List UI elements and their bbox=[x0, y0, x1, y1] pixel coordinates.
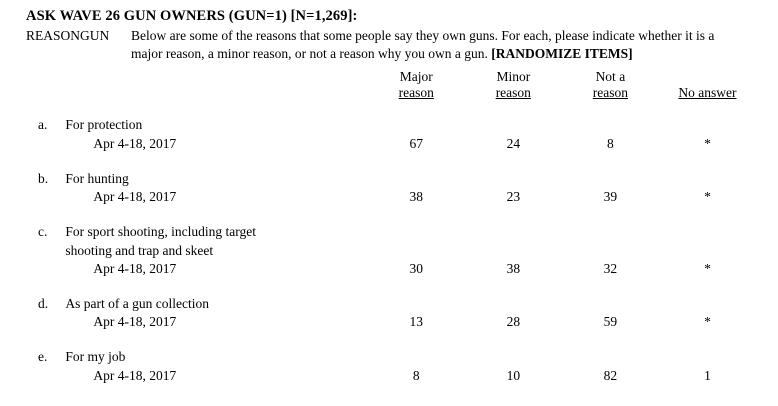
question-text-main: Below are some of the reasons that some people say they own guns. For each, please indicate whether it is a major reason, a minor reason, or not a reason why you own a gun. bbox=[131, 28, 715, 61]
header-no-answer bbox=[659, 69, 756, 105]
spacer-row bbox=[26, 104, 756, 115]
item-text: For my job bbox=[65, 349, 126, 365]
item-letter: e. bbox=[38, 349, 48, 365]
header-minor-line2: reason bbox=[495, 84, 531, 100]
value-minor: 24 bbox=[506, 135, 521, 151]
value-no-answer: * bbox=[704, 189, 711, 205]
question-id-label: REASONGUN bbox=[26, 28, 110, 43]
table-row bbox=[26, 222, 756, 279]
value-major: 67 bbox=[409, 135, 423, 151]
header-spacer-item bbox=[64, 69, 367, 105]
item-letter: b. bbox=[38, 170, 49, 186]
results-table bbox=[26, 69, 756, 386]
value-major: 13 bbox=[409, 314, 423, 330]
value-not-a-reason: 8 bbox=[607, 135, 614, 151]
table-row bbox=[26, 169, 756, 207]
ask-instruction: ASK WAVE 26 GUN OWNERS (GUN=1) [N=1,269]: bbox=[26, 8, 358, 24]
item-date: Apr 4-18, 2017 bbox=[93, 314, 177, 330]
value-no-answer: 1 bbox=[704, 367, 711, 383]
value-major: 8 bbox=[412, 367, 420, 383]
value-minor: 23 bbox=[506, 189, 521, 205]
item-text-line2: shooting and trap and skeet bbox=[65, 242, 214, 258]
item-cell bbox=[64, 222, 367, 279]
item-date: Apr 4-18, 2017 bbox=[93, 367, 177, 383]
question-block bbox=[26, 27, 756, 63]
value-major: 38 bbox=[409, 189, 423, 205]
value-no-answer: * bbox=[704, 260, 711, 276]
item-date: Apr 4-18, 2017 bbox=[93, 189, 177, 205]
item-text: As part of a gun collection bbox=[65, 296, 209, 311]
item-letter: a. bbox=[38, 117, 48, 133]
header-spacer-letter bbox=[26, 69, 64, 105]
item-cell bbox=[64, 115, 367, 153]
spacer-row bbox=[26, 332, 756, 347]
value-minor: 10 bbox=[506, 367, 521, 383]
spacer-row bbox=[26, 207, 756, 222]
header-minor-line1: Minor bbox=[496, 68, 531, 84]
item-cell bbox=[64, 294, 367, 332]
item-text: For protection bbox=[65, 117, 143, 133]
item-cell bbox=[64, 347, 367, 385]
spacer-row bbox=[26, 279, 756, 294]
header-not-a-reason bbox=[562, 69, 659, 105]
spacer-row bbox=[26, 154, 756, 169]
value-no-answer: * bbox=[704, 314, 711, 330]
table-row bbox=[26, 347, 756, 385]
item-text: For hunting bbox=[65, 170, 129, 186]
value-not-a-reason: 59 bbox=[603, 314, 618, 330]
header-nota-line1: Not a bbox=[595, 68, 626, 84]
header-major-line2: reason bbox=[398, 84, 434, 100]
item-date: Apr 4-18, 2017 bbox=[93, 135, 177, 151]
item-cell bbox=[64, 169, 367, 207]
value-not-a-reason: 39 bbox=[603, 189, 618, 205]
table-row bbox=[26, 115, 756, 153]
question-text bbox=[131, 27, 731, 63]
header-major-line1: Major bbox=[399, 68, 433, 84]
value-minor: 38 bbox=[506, 260, 521, 276]
value-no-answer: * bbox=[704, 135, 711, 151]
item-letter: d. bbox=[38, 296, 49, 311]
question-text-randomize: [RANDOMIZE ITEMS] bbox=[491, 45, 633, 61]
item-letter: c. bbox=[38, 224, 48, 240]
value-minor: 28 bbox=[506, 314, 521, 330]
value-major: 30 bbox=[409, 260, 423, 276]
item-text: For sport shooting, including target bbox=[65, 224, 257, 240]
item-date: Apr 4-18, 2017 bbox=[93, 260, 177, 276]
header-nota-line2: reason bbox=[592, 84, 628, 100]
header-minor bbox=[465, 69, 562, 105]
header-no-answer-label: No answer bbox=[678, 84, 737, 100]
table-row bbox=[26, 294, 756, 332]
value-not-a-reason: 32 bbox=[603, 260, 618, 276]
header-major bbox=[368, 69, 465, 105]
table-header-row bbox=[26, 69, 756, 105]
value-not-a-reason: 82 bbox=[603, 367, 618, 383]
